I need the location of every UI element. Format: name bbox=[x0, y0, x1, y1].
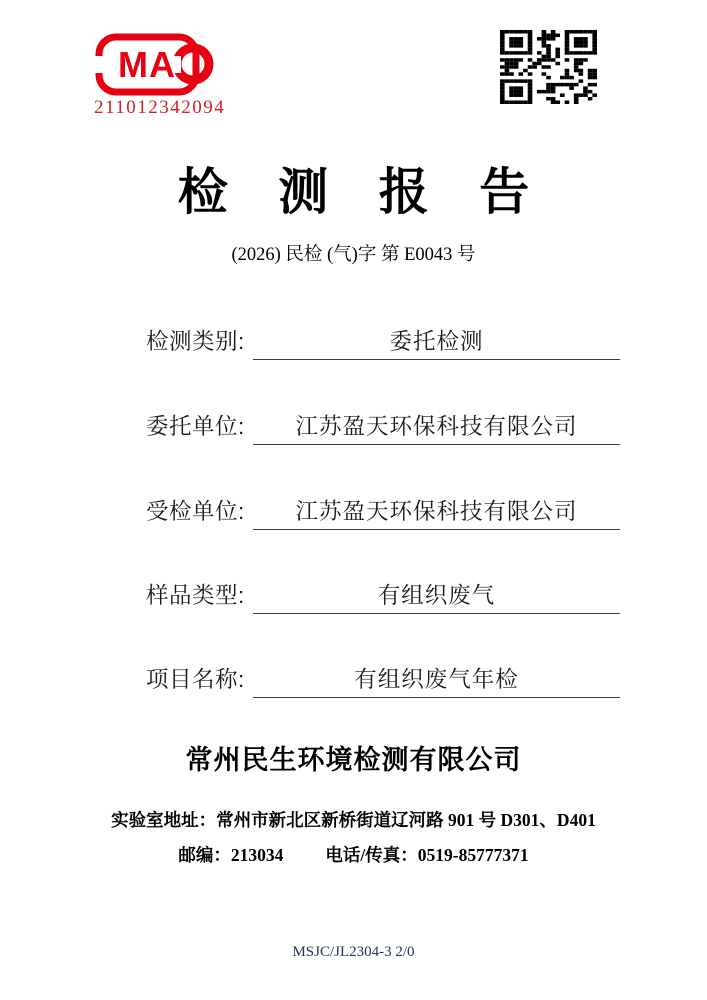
field-row-inspected-unit bbox=[0, 490, 707, 532]
field-row-client-unit bbox=[0, 405, 707, 447]
field-underline bbox=[253, 405, 620, 445]
report-title: 检 测 报 告 bbox=[177, 164, 549, 220]
field-underline bbox=[253, 490, 620, 530]
field-value-inspected-unit: 江苏盈天环保科技有限公司 bbox=[295, 499, 578, 524]
field-label-project-name: 项目名称: bbox=[146, 667, 245, 692]
field-label-client-unit: 委托单位: bbox=[146, 414, 245, 439]
field-value-client-unit: 江苏盈天环保科技有限公司 bbox=[295, 414, 578, 439]
field-row-project-name bbox=[0, 658, 707, 700]
qr-code-graphic bbox=[500, 30, 597, 104]
field-row-test-category bbox=[0, 320, 707, 362]
field-label-sample-type: 样品类型: bbox=[146, 583, 245, 608]
field-label-test-category: 检测类别: bbox=[146, 329, 245, 354]
field-underline bbox=[253, 658, 620, 698]
svg-text:MA: MA bbox=[118, 44, 176, 85]
field-row-sample-type bbox=[0, 574, 707, 616]
field-value-sample-type: 有组织废气 bbox=[377, 583, 496, 608]
company-postal-code: 邮编：213034 bbox=[178, 845, 284, 865]
cma-logo bbox=[95, 33, 215, 101]
company-contact bbox=[0, 842, 707, 867]
field-underline bbox=[253, 574, 620, 614]
document-code: MSJC/JL2304-3 2/0 bbox=[292, 944, 415, 960]
company-name: 常州民生环境检测有限公司 bbox=[185, 745, 522, 775]
cma-cert-number: 211012342094 bbox=[94, 97, 226, 118]
field-label-inspected-unit: 受检单位: bbox=[146, 499, 245, 524]
qr-code bbox=[500, 30, 597, 104]
company-phone-fax: 电话/传真：0519-85777371 bbox=[325, 845, 529, 865]
field-underline bbox=[253, 320, 620, 360]
field-value-project-name: 有组织废气年检 bbox=[354, 667, 519, 692]
cma-logo-graphic bbox=[95, 33, 215, 96]
company-address: 实验室地址：常州市新北区新桥街道辽河路 901 号 D301、D401 bbox=[111, 810, 596, 830]
field-value-test-category: 委托检测 bbox=[389, 329, 484, 354]
report-number: (2026) 民检 (气)字 第 E0043 号 bbox=[231, 245, 476, 265]
